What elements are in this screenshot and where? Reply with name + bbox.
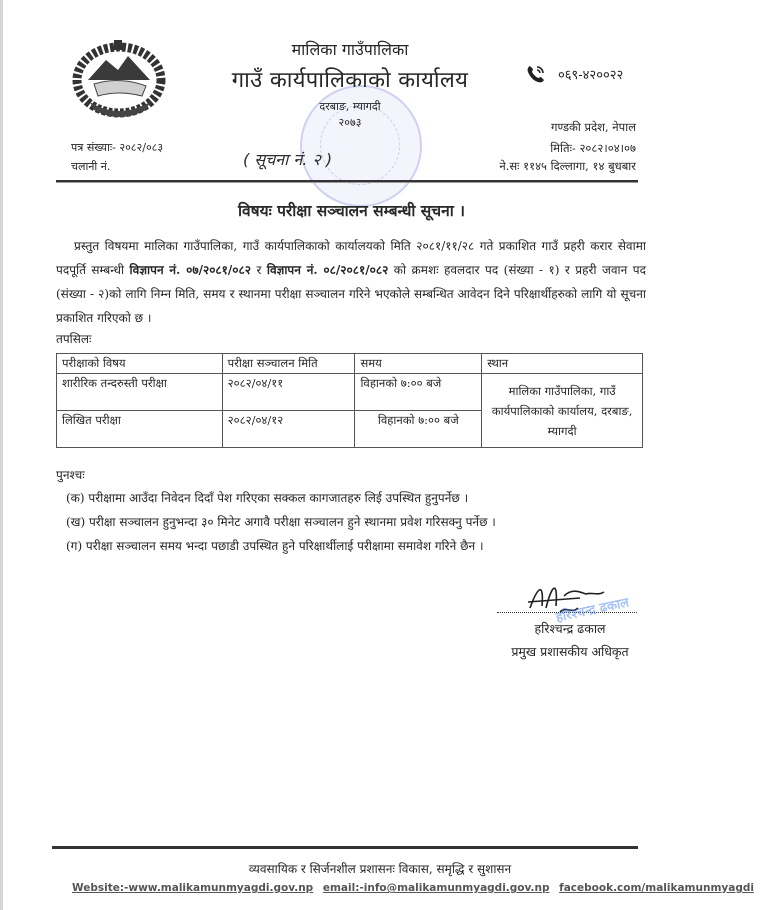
post-police-jawan: प्रहरी जवान पद (संख्या - २) [56, 263, 646, 301]
body-text: र [251, 263, 267, 277]
office-name: गाउँ कार्यपालिकाको कार्यालय [231, 68, 469, 93]
dispatch-number: चलानी नं. [71, 160, 111, 173]
signatory-title: प्रमुख प्रशासकीय अधिकृत [511, 644, 629, 659]
table-header-row [57, 354, 643, 374]
advertisement-number-1: विज्ञापन नं. ०७/२०८१/०८२ [129, 263, 252, 277]
letter-number: पत्र संख्याः- २०८२/०८३ [71, 141, 164, 154]
footer-links [72, 882, 754, 894]
email-link[interactable]: email:-info@malikamunmyagdi.gov.np [322, 882, 550, 894]
facebook-link[interactable]: facebook.com/malikamunmyagdi [559, 882, 754, 894]
exam-place: मालिका गाउँपालिका, गाउँ कार्यपालिकाको कार्यालय, दरबाङ, म्यागदी [482, 374, 643, 448]
website-link[interactable]: Website:-www.malikamunmyagdi.gov.np [72, 882, 314, 894]
phone-contact [526, 64, 623, 84]
exam-subject: शारीरिक तन्दरुस्ती परीक्षा [57, 374, 223, 411]
postscript-item: (ग) परीक्षा सञ्चालन समय भन्दा पछाडी उपस्थित हुने परिक्षार्थीलाई परीक्षामा समावेश गरिने छैन । [66, 539, 484, 553]
exam-time: विहानको ७:०० बजे [355, 374, 482, 411]
notice-subject: विषयः परीक्षा सञ्चालन सम्बन्धी सूचना । [238, 201, 465, 220]
postscript-item: (क) परीक्षामा आउँदा निवेदन दिदाँ पेश गरिएका सक्कल कागजातहरु लिई उपस्थित हुनुपर्नेछ । [66, 491, 469, 505]
col-header-date: परीक्षा सञ्चालन मिति [222, 354, 355, 374]
nepal-emblem-icon [66, 36, 172, 122]
exam-date: २०८२/०४/१२ [222, 411, 355, 448]
details-label: तपसिलः [56, 332, 92, 346]
footer-motto: व्यवसायिक र सिर्जनशील प्रशासनः विकास, समृद्धि र सुशासन [248, 862, 512, 876]
postscript-item: (ख) परीक्षा सञ्चालन हुनुभन्दा ३० मिनेट अगावै परीक्षा सञ्चालन हुने स्थानमा प्रवेश गरिसक्नु पर्नेछ । [66, 515, 496, 529]
phone-icon [526, 64, 546, 84]
notice-number-handwritten: ( सूचना नं. २ ) [243, 150, 333, 169]
stamp-year: २०७३ [338, 116, 362, 129]
signature-stamp: हरिश्चन्द्र ढकाल [554, 595, 631, 626]
exam-subject: लिखित परीक्षा [57, 411, 223, 448]
col-header-place: स्थान [482, 354, 643, 374]
col-header-time: समय [355, 354, 482, 374]
footer-divider [52, 846, 638, 849]
scan-edge [0, 0, 3, 910]
header-divider [56, 180, 638, 183]
table-row [57, 374, 643, 411]
nepal-sambat-date: ने.सः ११४५ दिल्लागा, १४ बुधबार [499, 159, 636, 173]
municipality-name: मालिका गाउँपालिका [291, 40, 409, 59]
notice-body [56, 234, 646, 330]
body-text: र [559, 263, 576, 277]
office-address: दरबाङ, म्यागदी [319, 100, 381, 113]
body-text: को क्रमशः [388, 263, 444, 277]
body-text: को लागि निम्न मिति, समय र स्थानमा परीक्षा सञ्चालन गरिने भएकोले सम्बन्धित आवेदन दिने परिक्षार्थीहरुको लागि यो सूचना प्रकाशित गरिएको छ । [56, 287, 646, 325]
exam-date: २०८२/०४/११ [222, 374, 355, 411]
exam-time: विहानको ७:०० बजे [355, 411, 482, 448]
province: गण्डकी प्रदेश, नेपाल [550, 120, 636, 134]
post-havaldar: हवलदार पद (संख्या - १) [444, 263, 560, 277]
advertisement-number-2: विज्ञापन नं. ०८/२०८१/०८२ [266, 263, 389, 277]
signatory-name: हरिश्चन्द्र ढकाल [534, 621, 606, 636]
body-text: प्रस्तुत विषयमा मालिका गाउँपालिका, गाउँ कार्यपालिकाको कार्यालयको मिति २०८१/११/२८ गते प्रकाशित गाउँ प्रहरी करार सेवामा पदपूर्ति सम्बन्धी [56, 239, 646, 277]
exam-schedule-table [56, 353, 643, 448]
letter-date: मितिः- २०८२।०४।०७ [550, 141, 636, 155]
postscript-title: पुनश्चः [56, 468, 85, 482]
phone-number: ०६९-४२००२२ [558, 68, 624, 83]
col-header-subject: परीक्षाको विषय [57, 354, 223, 374]
